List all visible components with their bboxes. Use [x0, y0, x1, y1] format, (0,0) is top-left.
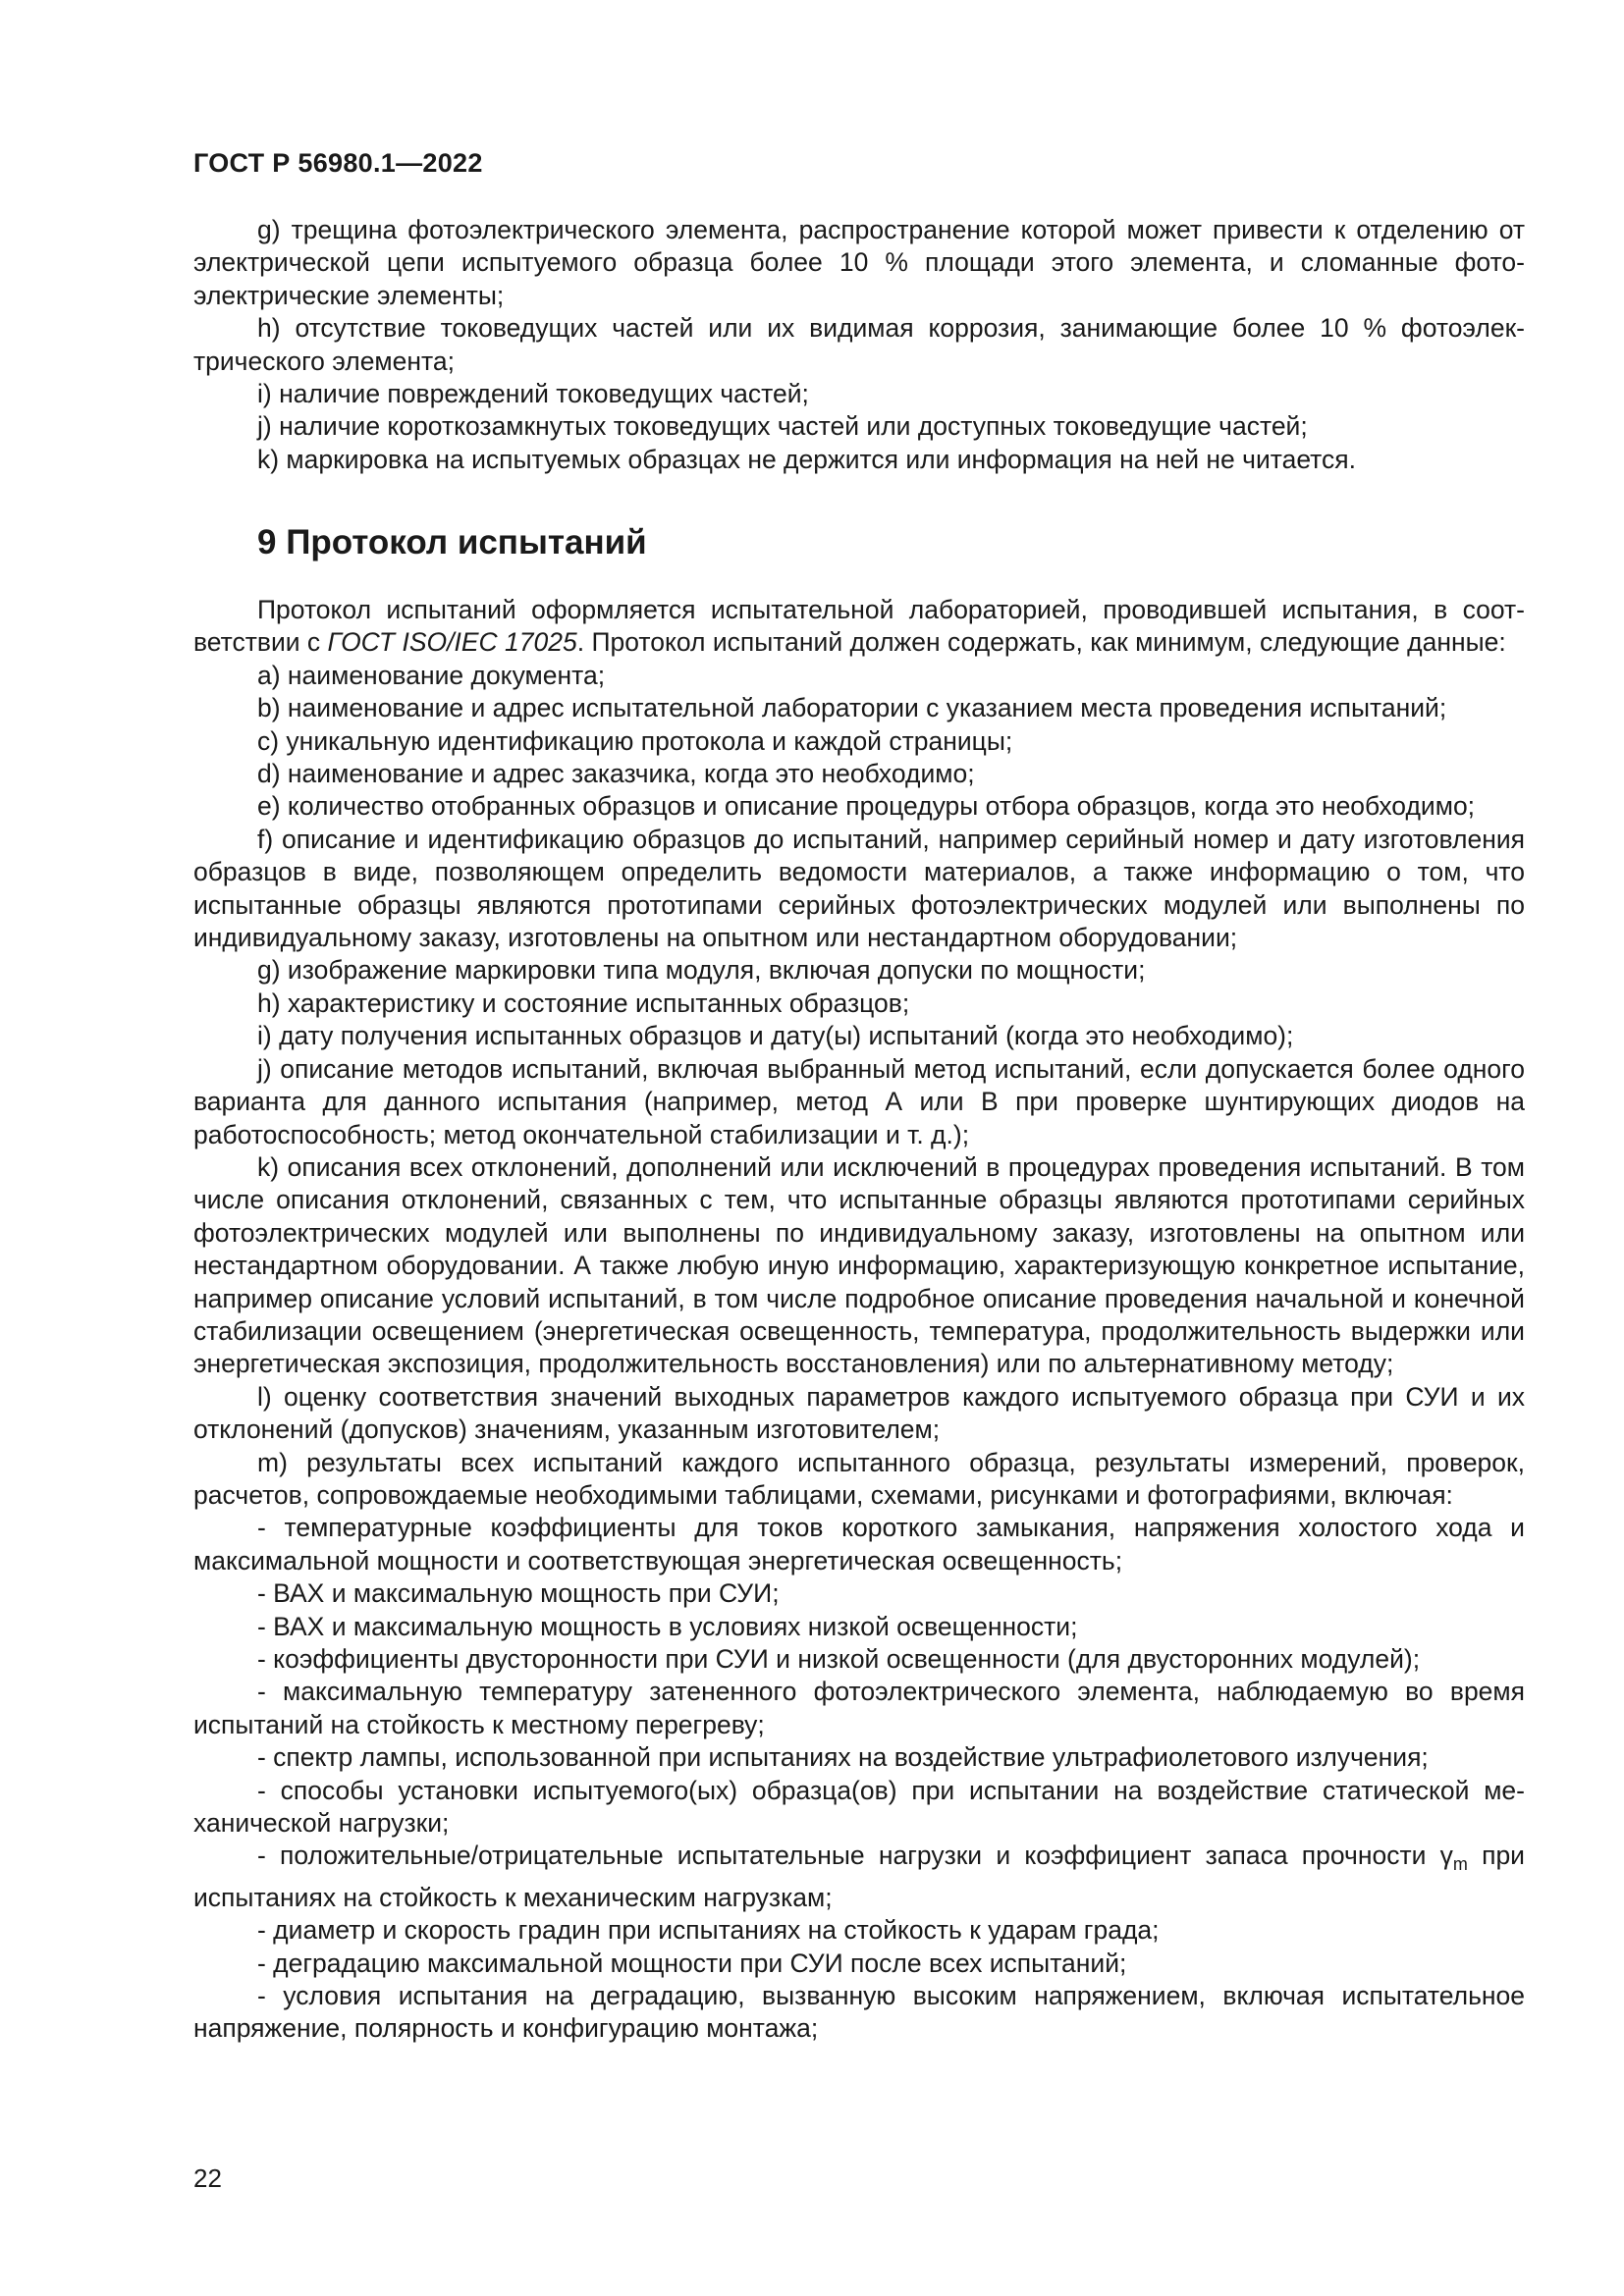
section-heading: [257, 523, 647, 562]
defect-list-continued: [193, 214, 1525, 476]
list-item: i) наличие повреждений токоведущих частей;: [257, 379, 809, 409]
list-item: f) описание и идентификацию образцов до испытаний, например серийный номер и дату изготовления образцов в виде, позволяющем определить ведомости материалов, а также информацию о том, что испытанные образцы являются прототипами серийных фотоэлектрических модулей или выполнены по индивидуальному заказу, изготовлены на опытном или нестандартном оборудовании;: [193, 824, 1525, 953]
intro-paragraph: Протокол испытаний оформляется испытательной лабораторией, проводившей испытания, в соответствии с ГОСТ ISO/IEC 17025. Протокол испытаний должен содержать, как минимум, следующие данные:: [193, 595, 1525, 658]
document-page: [193, 0, 1525, 2296]
standard-reference: ГОСТ ISO/IEC 17025: [327, 627, 577, 658]
list-item: g) изображение маркировки типа модуля, включая допуски по мощности;: [257, 955, 1146, 986]
list-item: j) описание методов испытаний, включая выбранный метод испытаний, если допускается более одного варианта для данного испытания (например, метод А или В при проверке шунтирующих диодов на работоспособность; метод окончательной стабилизации и т. д.);: [193, 1053, 1525, 1149]
sub-item: - ВАХ и максимальную мощность в условиях низкой освещенности;: [257, 1611, 1078, 1641]
sub-item: - условия испытания на деградацию, вызванную высоким напряжением, включая испытательное напряжение, полярность и конфигурацию монтажа;: [193, 1981, 1525, 2044]
list-item: h) характеристику и состояние испытанных образцов;: [257, 988, 910, 1018]
sub-item: - максимальную температуру затененного фотоэлектрического элемента, наблюдаемую во время испытаний на стойкость к местному перегреву;: [193, 1677, 1525, 1739]
list-item: a) наименование документа;: [257, 660, 606, 690]
list-item: i) дату получения испытанных образцов и дату(ы) испытаний (когда это необходимо);: [257, 1021, 1294, 1051]
sub-item: - коэффициенты двусторонности при СУИ и низкой освещенности (для двусторонних модулей);: [257, 1644, 1421, 1674]
section-title: Протокол испытаний: [286, 523, 647, 561]
sub-item: - ВАХ и максимальную мощность при СУИ;: [257, 1578, 780, 1609]
list-item: d) наименование и адрес заказчика, когда это необходимо;: [257, 759, 975, 789]
document-code: ГОСТ Р 56980.1—2022: [193, 148, 483, 178]
section-number: 9: [257, 523, 277, 561]
protocol-requirements: [193, 594, 1525, 2046]
list-item: e) количество отобранных образцов и описание процедуры отбора образцов, когда это необходимо;: [257, 791, 1476, 822]
list-item: b) наименование и адрес испытательной лаборатории с указанием места проведения испытаний;: [257, 693, 1447, 723]
sub-item: - деградацию максимальной мощности при СУИ после всех испытаний;: [257, 1948, 1127, 1978]
list-item: g) трещина фотоэлектрического элемента, распространение которой может привести к отделению от электрической цепи испытуемого образца более 10 % площади этого элемента, и сломанные фотоэлектрические элементы;: [193, 215, 1525, 310]
list-item: m) результаты всех испытаний каждого испытанного образца, результаты измерений, проверок, расчетов, сопровождаемые необходимыми таблицами, схемами, рисунками и фотографиями, включая:: [193, 1447, 1525, 1510]
list-item: h) отсутствие токоведущих частей или их видимая коррозия, занимающие более 10 % фотоэлектрического элемента;: [193, 313, 1525, 376]
sub-item: - диаметр и скорость градин при испытаниях на стойкость к ударам града;: [257, 1915, 1160, 1946]
sub-item: - способы установки испытуемого(ых) образца(ов) при испытании на воздействие статической механической нагрузки;: [193, 1775, 1525, 1839]
sub-item: - спектр лампы, использованной при испытаниях на воздействие ультрафиолетового излучения;: [257, 1742, 1429, 1773]
list-item: l) оценку соответствия значений выходных параметров каждого испытуемого образца при СУИ и их отклонений (допусков) значениям, указанным изготовителем;: [193, 1381, 1525, 1445]
page-number: 22: [193, 2163, 222, 2193]
list-item: k) маркировка на испытуемых образцах не держится или информация на ней не читается.: [257, 444, 1356, 474]
list-item: j) наличие короткозамкнутых токоведущих частей или доступных токоведущие частей;: [257, 411, 1308, 442]
sub-item: - температурные коэффициенты для токов короткого замыкания, напряжения холостого хода и максимальной мощности и соответствующая энергетическая освещенность;: [193, 1513, 1525, 1575]
gamma-symbol: γ: [1439, 1841, 1453, 1871]
list-item: k) описания всех отклонений, дополнений или исключений в процедурах проведения испытаний. В том числе описания отклонений, связанных с тем, что испытанные образцы являются прототипами серийных фотоэлектрических модулей или выполнены по индивидуальному заказу, изготовлены на опытном или нестандартном оборудовании. А также любую иную информацию, характеризующую конкретное испытание, например описание условий испытаний, в том числе подробное описание проведения начальной и конечной стабилизации освещением (энергетическая освещенность, температура, продолжительность выдержки или энергетическая экспозиция, продолжительность восстановления) или по альтернативному методу;: [193, 1151, 1525, 1379]
list-item: c) уникальную идентификацию протокола и каждой страницы;: [257, 725, 1013, 756]
sub-item-load: - положительные/отрицательные испытательные нагрузки и коэффициент запаса прочности $\gamma_m$ при испытаниях на стойкость к механическим нагрузкам;: [193, 1841, 1525, 1912]
gamma-subscript: m: [1452, 1854, 1468, 1875]
